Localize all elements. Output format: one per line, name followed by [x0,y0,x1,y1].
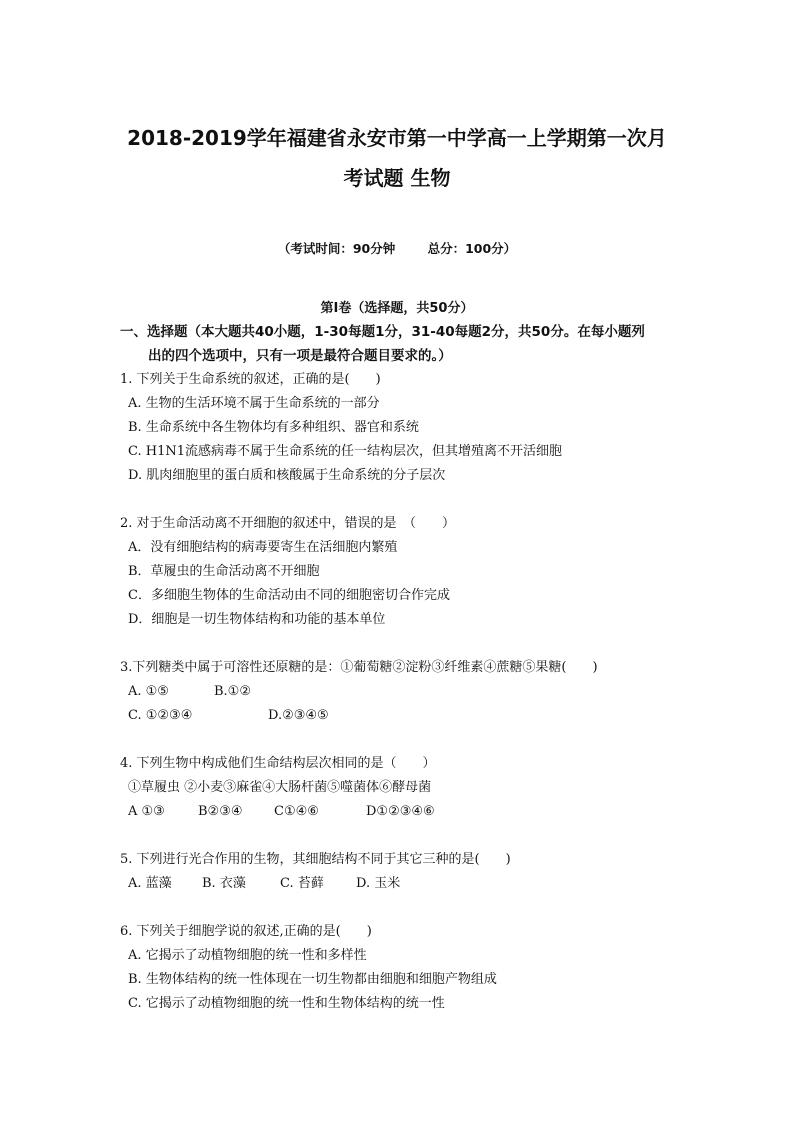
part-title: 第Ⅰ卷（选择题，共50分） [320,301,474,316]
question-4-option-c: C①④⑥ [274,804,319,819]
question-3-stem: 3.下列糖类中属于可溶性还原糖的是：①葡萄糖②淀粉③纤维素④蔗糖⑤果糖( ) [120,660,598,675]
question-6-option-b: B. 生物体结构的统一性体现在一切生物都由细胞和细胞产物组成 [128,972,497,987]
question-5-option-d: D. 玉米 [356,876,401,891]
question-1-stem: 1. 下列关于生命系统的叙述，正确的是( ) [120,372,381,387]
question-6-option-a: A. 它揭示了动植物细胞的统一性和多样性 [128,948,367,963]
question-3-option-d: D.②③④⑤ [268,708,329,723]
question-2-option-b: B．草履虫的生命活动离不开细胞 [128,564,320,579]
question-2-option-d: D．细胞是一切生物体结构和功能的基本单位 [128,612,386,627]
section-instructions-line-1: 一、选择题（本大题共40小题，1-30每题1分，31-40每题2分，共50分。在每小题列 [120,324,645,340]
question-3-option-b: B.①② [214,684,251,699]
question-1-option-c: C. H1N1流感病毒不属于生命系统的任一结构层次，但其增殖离不开活细胞 [128,444,563,459]
question-2-option-c: C．多细胞生物体的生命活动由不同的细胞密切合作完成 [128,588,450,603]
question-4-organism-list: ①草履虫 ②小麦③麻雀④大肠杆菌⑤噬菌体⑥酵母菌 [128,780,432,795]
question-6-stem: 6. 下列关于细胞学说的叙述,正确的是( ) [120,924,372,939]
question-2-stem: 2. 对于生命活动离不开细胞的叙述中，错误的是 （ ） [120,516,456,531]
question-6-option-c: C. 它揭示了动植物细胞的统一性和生物体结构的统一性 [128,996,445,1011]
question-1-option-b: B. 生命系统中各生物体均有多种组织、器官和系统 [128,420,419,435]
exam-time: （考试时间：90分钟 [277,241,396,256]
document-title-line-2: 考试题 生物 [343,166,451,190]
question-5-option-b: B. 衣藻 [202,876,246,891]
question-3-option-a: A. ①⑤ [128,684,169,699]
question-5-option-c: C. 苔藓 [280,876,324,891]
question-3-option-c: C. ①②③④ [128,708,193,723]
document-title-line-1: 2018-2019学年福建省永安市第一中学高一上学期第一次月 [127,126,667,150]
question-4-option-d: D①②③④⑥ [366,804,435,819]
total-score: 总分：100分） [427,241,517,256]
question-1-option-a: A. 生物的生活环境不属于生命系统的一部分 [128,396,380,411]
question-1-option-d: D. 肌肉细胞里的蛋白质和核酸属于生命系统的分子层次 [128,468,446,483]
question-5-option-a: A. 蓝藻 [128,876,172,891]
question-4-stem: 4. 下列生物中构成他们生命结构层次相同的是（ ） [120,756,436,771]
question-4-option-a: A ①③ [128,804,165,819]
question-2-option-a: A．没有细胞结构的病毒要寄生在活细胞内繁殖 [128,540,398,555]
question-4-option-b: B②③④ [198,804,243,819]
section-instructions-line-2: 出的四个选项中，只有一项是最符合题目要求的。） [148,348,452,364]
question-5-stem: 5. 下列进行光合作用的生物，其细胞结构不同于其它三种的是( ) [120,852,511,867]
exam-info [0,239,794,257]
